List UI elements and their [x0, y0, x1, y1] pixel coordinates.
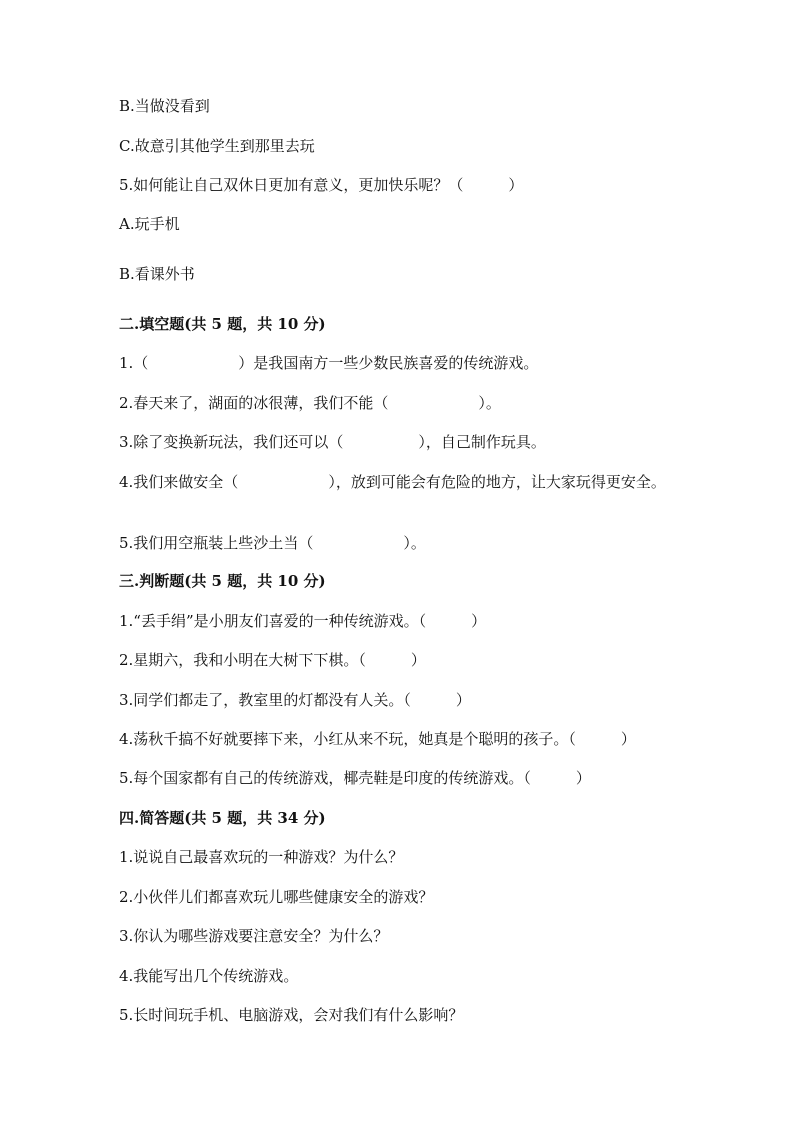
question-weekend: 5.如何能让自己双休日更加有意义，更加快乐呢？（ ） [119, 176, 524, 194]
true-false-item-4: 4.荡秋千搞不好就要摔下来，小红从来不玩，她真是个聪明的孩子。（ ） [119, 730, 636, 748]
section-heading-true-false: 三.判断题(共 5 题，共 10 分) [119, 572, 326, 590]
true-false-item-1: 1.“丢手绢”是小朋友们喜爱的一种传统游戏。（ ） [119, 612, 487, 630]
short-answer-item-4: 4.我能写出几个传统游戏。 [119, 967, 299, 985]
fill-blank-item-2: 2.春天来了，湖面的冰很薄，我们不能（ ）。 [119, 394, 501, 412]
option-b-ignore: B.当做没看到 [119, 97, 210, 115]
true-false-item-5: 5.每个国家都有自己的传统游戏，椰壳鞋是印度的传统游戏。（ ） [119, 769, 591, 787]
fill-blank-item-3: 3.除了变换新玩法，我们还可以（ ），自己制作玩具。 [119, 433, 546, 451]
option-c-lure-students: C.故意引其他学生到那里去玩 [119, 137, 315, 155]
short-answer-item-5: 5.长时间玩手机、电脑游戏，会对我们有什么影响？ [119, 1006, 464, 1024]
short-answer-item-1: 1.说说自己最喜欢玩的一种游戏？为什么？ [119, 848, 404, 866]
fill-blank-item-5: 5.我们用空瓶装上些沙土当（ ）。 [119, 534, 426, 552]
section-heading-fill-blank: 二.填空题(共 5 题，共 10 分) [119, 315, 326, 333]
true-false-item-2: 2.星期六，我和小明在大树下下棋。（ ） [119, 651, 426, 669]
option-b-books: B.看课外书 [119, 265, 195, 283]
true-false-item-3: 3.同学们都走了，教室里的灯都没有人关。（ ） [119, 691, 471, 709]
section-heading-short-answer: 四.简答题(共 5 题，共 34 分) [119, 809, 326, 827]
fill-blank-item-1: 1.（ ）是我国南方一些少数民族喜爱的传统游戏。 [119, 354, 539, 372]
fill-blank-item-4: 4.我们来做安全（ ），放到可能会有危险的地方，让大家玩得更安全。 [119, 473, 666, 491]
option-a-phone: A.玩手机 [119, 215, 180, 233]
short-answer-item-3: 3.你认为哪些游戏要注意安全？为什么？ [119, 927, 389, 945]
short-answer-item-2: 2.小伙伴儿们都喜欢玩儿哪些健康安全的游戏？ [119, 888, 434, 906]
